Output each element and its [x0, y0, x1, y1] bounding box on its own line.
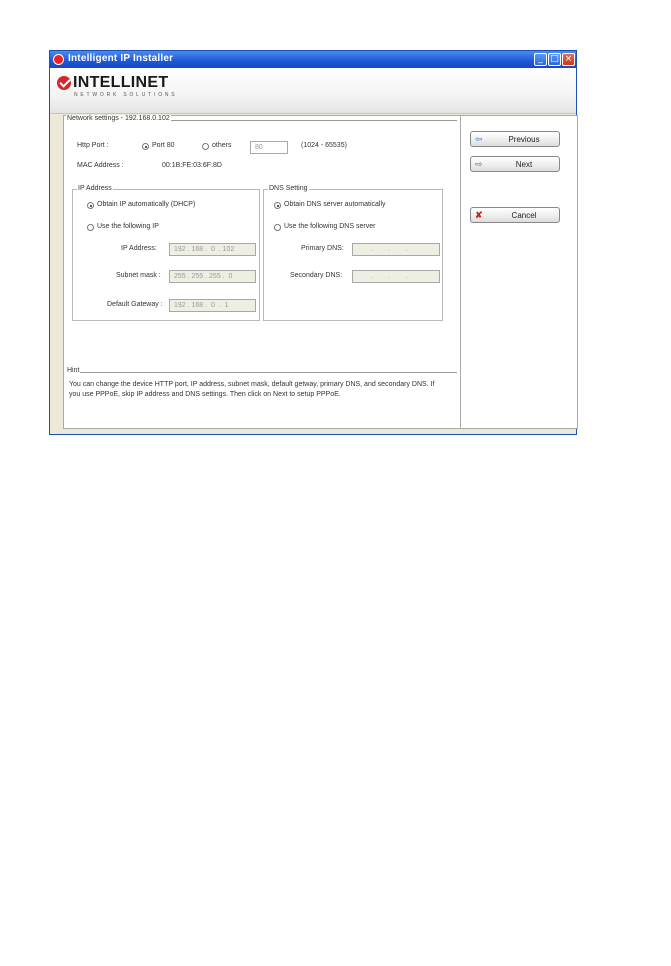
- primary-dns-input[interactable]: . . .: [352, 243, 440, 256]
- cancel-button-label: Cancel: [511, 211, 537, 220]
- secondary-dns-label: Secondary DNS:: [290, 272, 343, 279]
- others-label: others: [212, 142, 232, 149]
- primary-dns-label: Primary DNS:: [301, 245, 344, 252]
- close-button[interactable]: ×: [562, 53, 575, 66]
- dns-setting-legend: DNS Setting: [269, 185, 308, 192]
- ip-address-group: [72, 185, 260, 321]
- use-following-dns-label: Use the following DNS server: [284, 223, 376, 230]
- network-settings-legend: Network settings - 192.168.0.102: [67, 115, 170, 122]
- title-bar[interactable]: [50, 51, 576, 68]
- ip-address-label: IP Address:: [121, 245, 157, 252]
- arrow-left-icon: ⇦: [475, 134, 483, 144]
- minimize-button[interactable]: _: [534, 53, 547, 66]
- next-button[interactable]: [470, 156, 560, 172]
- logo-check-icon: [57, 76, 71, 90]
- others-radio[interactable]: [202, 143, 209, 150]
- logo-subtitle: NETWORK SOLUTIONS: [74, 92, 178, 98]
- dns-setting-group: [263, 185, 443, 321]
- subnet-mask-input[interactable]: 255 . 255 . 255 . 0: [169, 270, 256, 283]
- previous-button-label: Previous: [508, 135, 540, 144]
- obtain-dns-auto-label: Obtain DNS server automatically: [284, 201, 386, 208]
- hint-text-line-1: You can change the device HTTP port, IP address, subnet mask, default getway, primary DNS, and secondary DNS. If: [69, 381, 435, 388]
- previous-button[interactable]: [470, 131, 560, 147]
- hint-text-line-2: you use PPPoE, skip IP address and DNS settings. Then click on Next to setup PPPoE.: [69, 391, 341, 398]
- settings-panel: [63, 115, 461, 429]
- default-gateway-label: Default Gateway :: [107, 301, 163, 308]
- ip-address-input[interactable]: 192 . 168 . 0 . 102: [169, 243, 256, 256]
- mac-address-value: 00:1B:FE:03:6F:8D: [162, 162, 222, 169]
- obtain-ip-auto-radio[interactable]: [87, 202, 94, 209]
- navigation-panel: [461, 115, 578, 429]
- port-range-text: (1024 - 65535): [301, 142, 347, 149]
- mac-address-label: MAC Address :: [77, 162, 124, 169]
- port80-radio[interactable]: [142, 143, 149, 150]
- hint-legend: Hint: [67, 367, 80, 374]
- http-port-label: Http Port :: [77, 142, 109, 149]
- installer-window: [49, 50, 577, 435]
- cancel-button[interactable]: [470, 207, 560, 223]
- default-gateway-input[interactable]: 192 . 168 . 0 . 1: [169, 299, 256, 312]
- use-following-ip-radio[interactable]: [87, 224, 94, 231]
- app-icon: [53, 54, 64, 65]
- subnet-mask-label: Subnet mask :: [116, 272, 161, 279]
- secondary-dns-input[interactable]: . . .: [352, 270, 440, 283]
- brand-header: [50, 68, 576, 114]
- hint-rule: [67, 372, 457, 373]
- arrow-right-icon: ⇨: [475, 159, 483, 169]
- obtain-dns-auto-radio[interactable]: [274, 202, 281, 209]
- use-following-ip-label: Use the following IP: [97, 223, 159, 230]
- use-following-dns-radio[interactable]: [274, 224, 281, 231]
- window-title: Intelligent IP Installer: [68, 53, 174, 64]
- cancel-x-icon: ✘: [475, 210, 483, 220]
- logo-text: INTELLINET: [73, 74, 169, 91]
- others-port-input[interactable]: 80: [250, 141, 288, 154]
- maximize-button[interactable]: □: [548, 53, 561, 66]
- next-button-label: Next: [515, 160, 533, 169]
- obtain-ip-auto-label: Obtain IP automatically (DHCP): [97, 201, 196, 208]
- port80-label: Port 80: [152, 142, 175, 149]
- ip-address-legend: IP Address: [78, 185, 112, 192]
